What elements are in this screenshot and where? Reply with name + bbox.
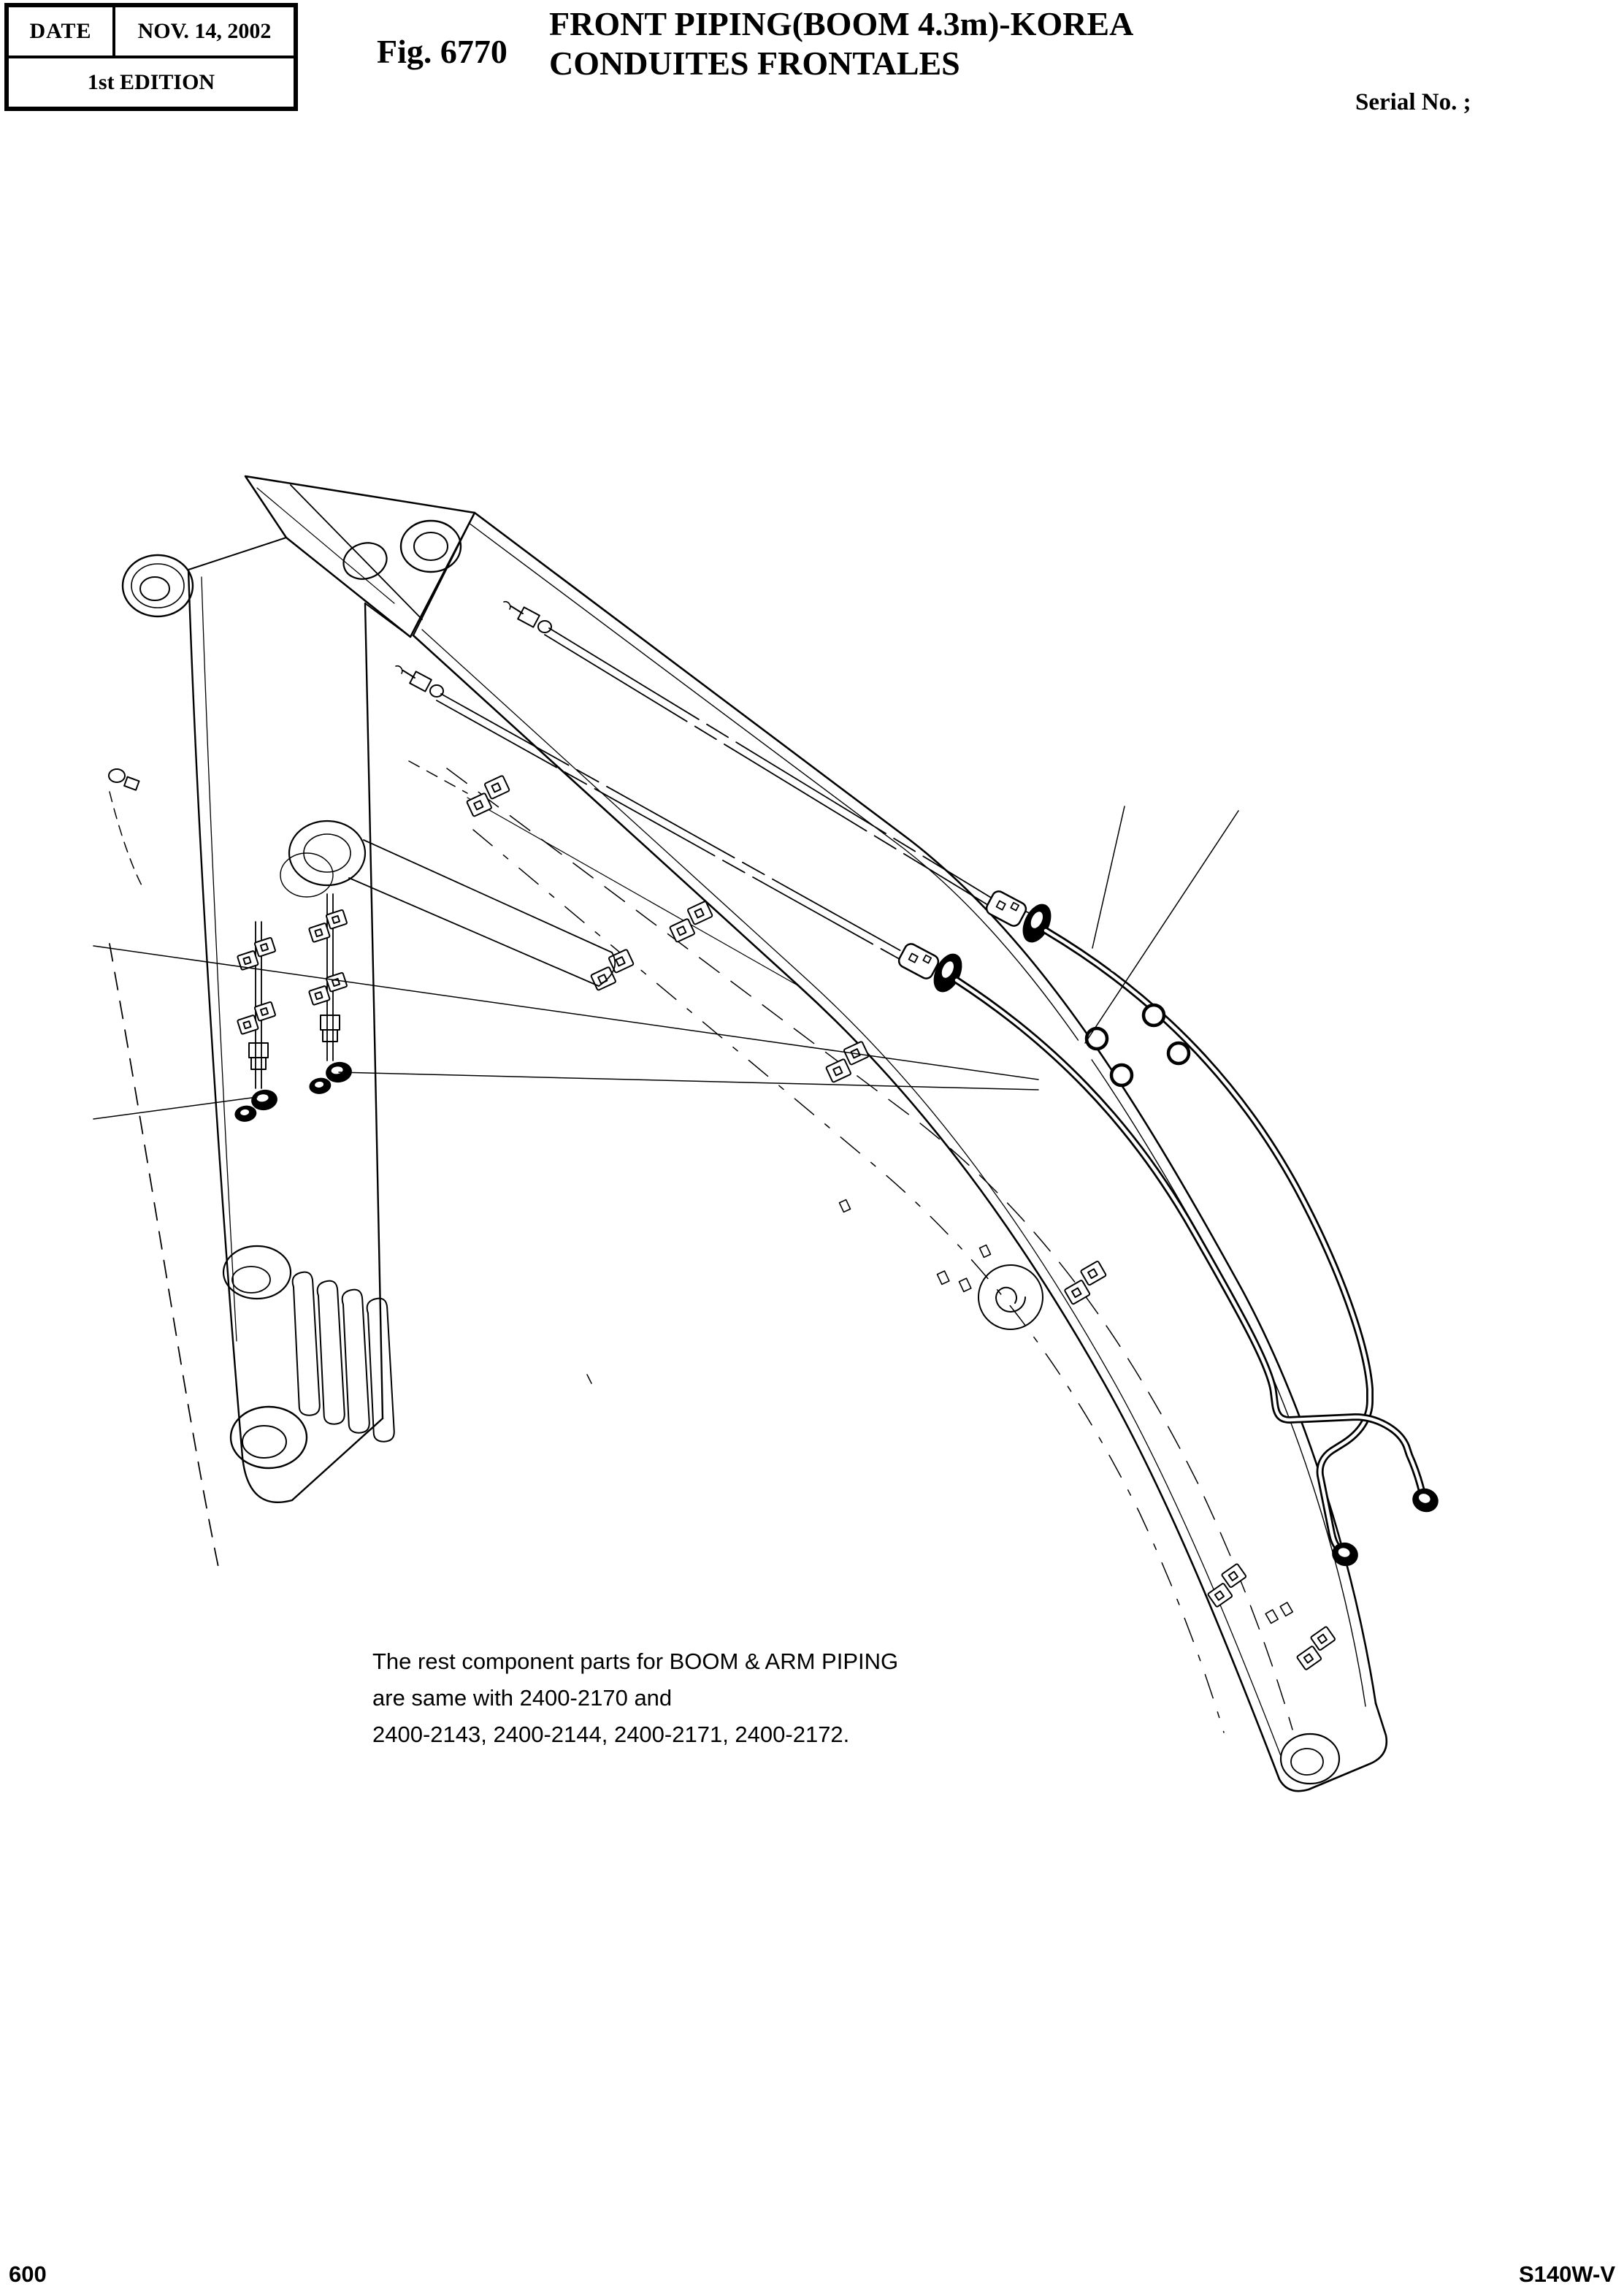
arm-foot-boss — [231, 1407, 307, 1468]
arm-rod-guard — [280, 1271, 405, 1443]
block-fitting — [984, 889, 1028, 928]
date-label: DATE — [9, 7, 115, 56]
boom-drawing — [280, 513, 1387, 1791]
note-line: are same with 2400-2170 and — [372, 1685, 673, 1711]
note-line: The rest component parts for BOOM & ARM PIPING — [372, 1649, 899, 1674]
pipe-clamp — [463, 776, 513, 817]
boom-sheave-boss — [978, 1265, 1043, 1329]
leader-line — [93, 946, 1038, 1080]
pipe-clamp — [1203, 1564, 1251, 1608]
boom-foot — [1272, 1703, 1387, 1791]
leader-line — [93, 1097, 257, 1119]
bolt-marks — [840, 1200, 1293, 1624]
pipe-ring — [1168, 1043, 1189, 1063]
date-value: NOV. 14, 2002 — [137, 19, 272, 43]
bracket-boss — [401, 521, 461, 572]
pipe-clamp — [235, 1001, 278, 1034]
thin-pipe-upper — [504, 602, 1031, 928]
figure-number: Fig. 6770 — [377, 33, 508, 70]
leader-line — [1092, 806, 1125, 948]
note-text — [372, 1643, 898, 1753]
figure-title-french: CONDUITES FRONTALES — [549, 45, 960, 82]
block-fitting — [897, 941, 941, 980]
document-code: S140W-V — [1518, 2261, 1615, 2287]
pipe-clamp — [1060, 1261, 1111, 1304]
pipe-tip — [1409, 1485, 1442, 1516]
pipe-clamp — [307, 909, 350, 942]
arm-mid-hole — [223, 1246, 291, 1299]
pipe-clamp — [822, 1042, 873, 1083]
bold-pipe-1 — [1046, 931, 1370, 1551]
pipe-ring — [1111, 1065, 1132, 1085]
bold-pipes — [928, 899, 1442, 1569]
pipe-nut — [410, 671, 432, 691]
serial-number-label: Serial No. ; — [1355, 89, 1471, 115]
pipe-ring — [1144, 1005, 1164, 1025]
pipe-clamp — [1292, 1627, 1340, 1670]
note-line: 2400-2143, 2400-2144, 2400-2171, 2400-2172. — [372, 1722, 850, 1747]
edition-label: 1st EDITION — [87, 70, 215, 94]
leader-line — [339, 1072, 1038, 1090]
page-number: 600 — [9, 2261, 47, 2287]
pipe-clamp — [666, 901, 716, 943]
elbow-fitting — [306, 1061, 354, 1096]
arm-cylinder — [280, 821, 615, 986]
pipe-ring — [1087, 1028, 1107, 1049]
figure-title-english: FRONT PIPING(BOOM 4.3m)-KOREA — [549, 5, 1134, 42]
pipe-nut — [518, 607, 540, 627]
elbow-fitting — [231, 1088, 280, 1123]
pipe-clamp — [235, 937, 278, 970]
